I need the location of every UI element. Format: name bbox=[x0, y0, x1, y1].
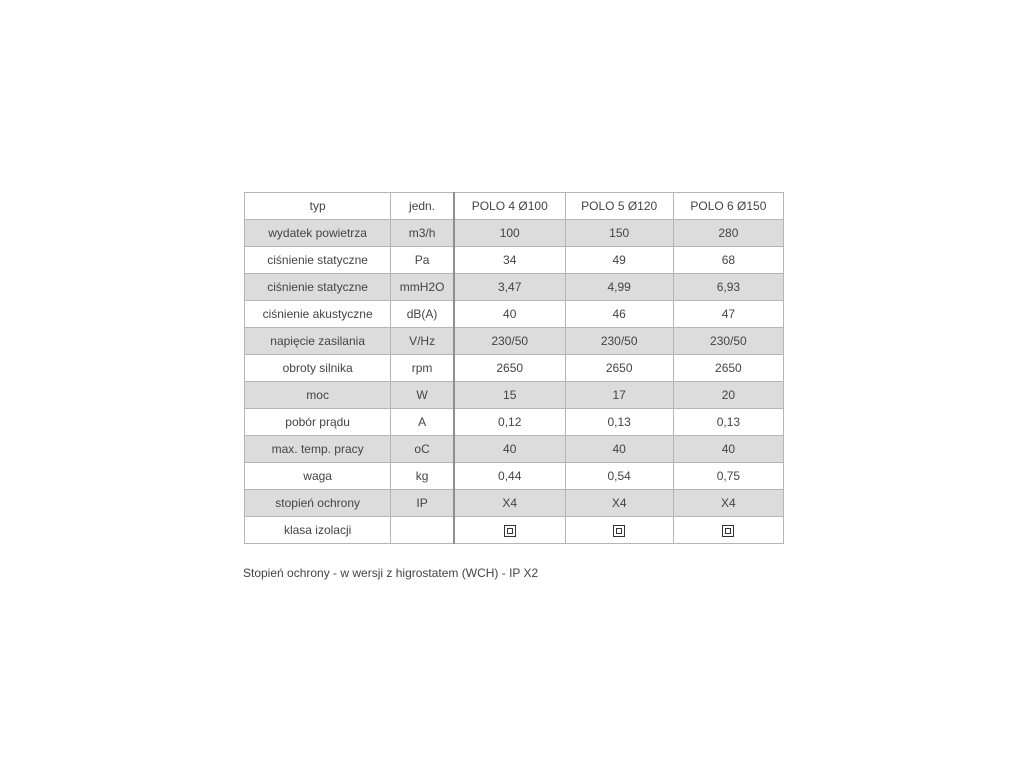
table-row bbox=[245, 490, 784, 517]
value-cell: 47 bbox=[673, 301, 783, 328]
value-cell: 40 bbox=[454, 301, 565, 328]
param-cell: ciśnienie statyczne bbox=[245, 274, 391, 301]
value-cell: X4 bbox=[565, 490, 673, 517]
unit-cell: kg bbox=[391, 463, 454, 490]
value-cell: 0,54 bbox=[565, 463, 673, 490]
value-cell: 2650 bbox=[454, 355, 565, 382]
table-row bbox=[245, 463, 784, 490]
table-row bbox=[245, 328, 784, 355]
header-unit: jedn. bbox=[391, 193, 454, 220]
param-cell: ciśnienie statyczne bbox=[245, 247, 391, 274]
table-row bbox=[245, 409, 784, 436]
value-cell bbox=[565, 517, 673, 544]
value-cell: 40 bbox=[454, 436, 565, 463]
value-cell: 68 bbox=[673, 247, 783, 274]
double-insulation-icon bbox=[613, 525, 625, 537]
unit-cell bbox=[391, 517, 454, 544]
unit-cell: m3/h bbox=[391, 220, 454, 247]
value-cell: 4,99 bbox=[565, 274, 673, 301]
unit-cell: mmH2O bbox=[391, 274, 454, 301]
unit-cell: W bbox=[391, 382, 454, 409]
header-row bbox=[245, 193, 784, 220]
value-cell: 46 bbox=[565, 301, 673, 328]
table-row bbox=[245, 301, 784, 328]
value-cell: 0,75 bbox=[673, 463, 783, 490]
value-cell: 0,13 bbox=[673, 409, 783, 436]
value-cell: 2650 bbox=[673, 355, 783, 382]
unit-cell: rpm bbox=[391, 355, 454, 382]
value-cell bbox=[454, 517, 565, 544]
unit-cell: V/Hz bbox=[391, 328, 454, 355]
value-cell: 0,13 bbox=[565, 409, 673, 436]
unit-cell: dB(A) bbox=[391, 301, 454, 328]
footnote: Stopień ochrony - w wersji z higrostatem (WCH) - IP X2 bbox=[243, 566, 539, 580]
param-cell: stopień ochrony bbox=[245, 490, 391, 517]
unit-cell: Pa bbox=[391, 247, 454, 274]
header-typ: typ bbox=[245, 193, 391, 220]
value-cell: 0,12 bbox=[454, 409, 565, 436]
header-model-polo6: POLO 6 Ø150 bbox=[673, 193, 783, 220]
double-insulation-icon bbox=[722, 525, 734, 537]
param-cell: ciśnienie akustyczne bbox=[245, 301, 391, 328]
value-cell: X4 bbox=[454, 490, 565, 517]
table-row bbox=[245, 220, 784, 247]
table-row bbox=[245, 355, 784, 382]
value-cell: 2650 bbox=[565, 355, 673, 382]
param-cell: wydatek powietrza bbox=[245, 220, 391, 247]
header-model-polo5: POLO 5 Ø120 bbox=[565, 193, 673, 220]
value-cell: 230/50 bbox=[565, 328, 673, 355]
table-body bbox=[245, 220, 784, 544]
value-cell: 150 bbox=[565, 220, 673, 247]
table-row bbox=[245, 274, 784, 301]
param-cell: klasa izolacji bbox=[245, 517, 391, 544]
param-cell: waga bbox=[245, 463, 391, 490]
unit-cell: A bbox=[391, 409, 454, 436]
value-cell: 40 bbox=[565, 436, 673, 463]
value-cell: 230/50 bbox=[454, 328, 565, 355]
table-row bbox=[245, 517, 784, 544]
table-row bbox=[245, 247, 784, 274]
param-cell: moc bbox=[245, 382, 391, 409]
unit-cell: IP bbox=[391, 490, 454, 517]
param-cell: pobór prądu bbox=[245, 409, 391, 436]
unit-cell: oC bbox=[391, 436, 454, 463]
value-cell: 230/50 bbox=[673, 328, 783, 355]
param-cell: obroty silnika bbox=[245, 355, 391, 382]
header-model-polo4: POLO 4 Ø100 bbox=[454, 193, 565, 220]
value-cell: 34 bbox=[454, 247, 565, 274]
value-cell: 0,44 bbox=[454, 463, 565, 490]
value-cell: 17 bbox=[565, 382, 673, 409]
value-cell: 280 bbox=[673, 220, 783, 247]
value-cell: 15 bbox=[454, 382, 565, 409]
value-cell: 20 bbox=[673, 382, 783, 409]
param-cell: napięcie zasilania bbox=[245, 328, 391, 355]
value-cell: 6,93 bbox=[673, 274, 783, 301]
value-cell: X4 bbox=[673, 490, 783, 517]
specification-table bbox=[244, 192, 784, 544]
table-row bbox=[245, 436, 784, 463]
param-cell: max. temp. pracy bbox=[245, 436, 391, 463]
value-cell: 3,47 bbox=[454, 274, 565, 301]
table-row bbox=[245, 382, 784, 409]
value-cell: 40 bbox=[673, 436, 783, 463]
value-cell: 100 bbox=[454, 220, 565, 247]
double-insulation-icon bbox=[504, 525, 516, 537]
value-cell: 49 bbox=[565, 247, 673, 274]
value-cell bbox=[673, 517, 783, 544]
